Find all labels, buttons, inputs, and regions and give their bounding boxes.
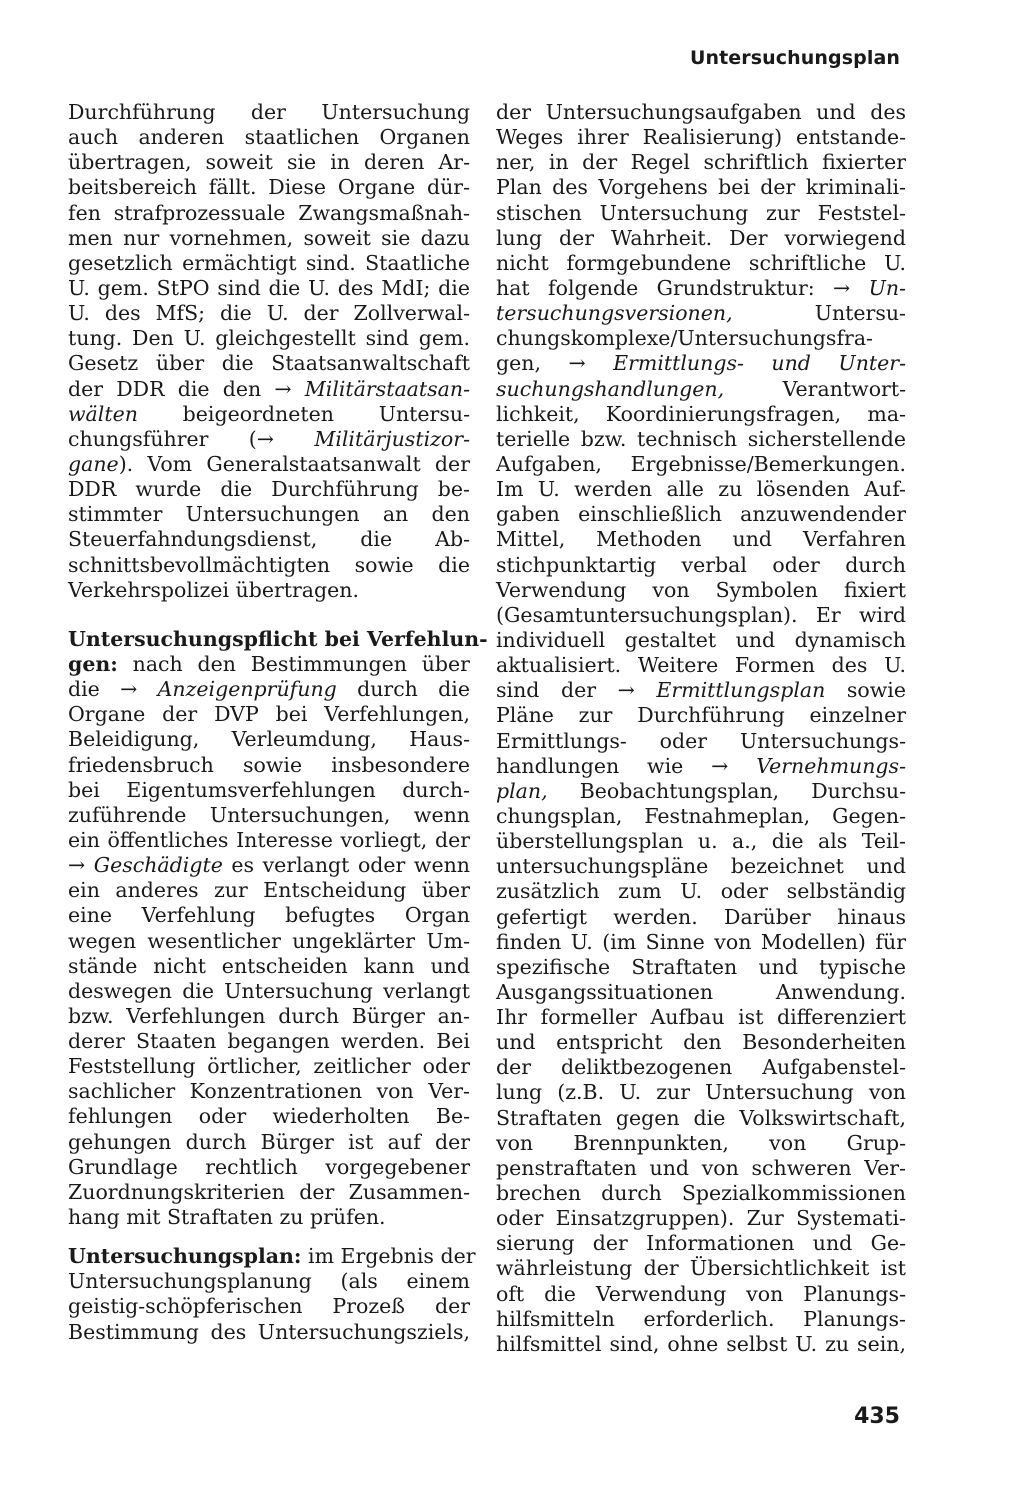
text-line: Weges ihrer Realisierung) entstande- (496, 125, 906, 150)
running-header-title: Untersuchungsplan (689, 47, 900, 69)
text-line: U. gem. StPO sind die U. des MdI; die (68, 275, 470, 300)
text-line: beitsbereich fällt. Diese Organe dür- (68, 175, 470, 200)
text-line: eine Verfehlung befugtes Organ (68, 903, 470, 928)
text-line: tersuchungsversionen, Untersu- (496, 301, 906, 326)
text-line: men nur vornehmen, soweit sie dazu (68, 225, 470, 250)
text-line: deswegen die Untersuchung verlangt (68, 978, 470, 1003)
text-line: wälten beigeordneten Untersu- (68, 401, 470, 426)
text-line: schnittsbevollmächtigten sowie die (68, 552, 470, 577)
text-line: und entspricht den Besonderheiten (496, 1030, 906, 1055)
text-line: Untersuchungsplan: im Ergebnis der (68, 1244, 476, 1269)
cross-reference[interactable]: Ermittlungsplan (656, 678, 826, 703)
text-line: friedensbruch sowie insbesondere (68, 752, 470, 777)
text-line: Im U. werden alle zu lösenden Auf- (496, 477, 906, 502)
text-line: handlungen wie → Vernehmungs- (496, 753, 906, 778)
cross-reference[interactable]: Geschädigte (93, 853, 223, 878)
text-line: (Gesamtuntersuchungsplan). Er wird (496, 602, 906, 627)
page-number: 435 (854, 1404, 900, 1429)
text-line: U. des MfS; die U. der Zollverwal- (68, 301, 470, 326)
text-line: brechen durch Spezialkommissionen (496, 1181, 906, 1206)
text-line: Beleidigung, Verleumdung, Haus- (68, 727, 470, 752)
text-line: sierung der Informationen und Ge- (496, 1231, 906, 1256)
text-line: chungsführer (→ Militärjustizor- (68, 426, 470, 451)
entry-heading: Untersuchungspflicht bei Verfehlun- (68, 626, 488, 651)
text-line: fen strafprozessuale Zwangsmaßnah- (68, 200, 470, 225)
cross-reference[interactable]: Vernehmungs- (756, 753, 906, 778)
entry-heading: Untersuchungsplan: (68, 1244, 302, 1269)
text-line: untersuchungspläne bezeichnet und (496, 854, 906, 879)
text-line: lung der Wahrheit. Der vorwiegend (496, 225, 906, 250)
cross-reference[interactable]: plan, (496, 778, 548, 803)
text-line: Durchführung der Untersuchung (68, 100, 470, 124)
text-line: Plan des Vorgehens bei der kriminali- (496, 175, 906, 200)
text-line: währleistung der Übersichtlichkeit ist (496, 1256, 906, 1281)
cross-reference[interactable]: Anzeigenprüfung (157, 677, 337, 702)
text-line: geistig-schöpferischen Prozeß der (68, 1294, 470, 1319)
text-line: Organe der DVP bei Verfehlungen, (68, 702, 470, 727)
text-line: sachlicher Konzentrationen von Ver- (68, 1079, 470, 1104)
text-line: zuführende Untersuchungen, wenn (68, 802, 470, 827)
entry-heading-end: gen: (68, 651, 118, 676)
text-line: Feststellung örtlicher, zeitlicher oder (68, 1054, 470, 1079)
text-line: penstraftaten und von schweren Ver- (496, 1155, 906, 1180)
text-line: stischen Untersuchung zur Feststel- (496, 200, 906, 225)
text-line: → Geschädigte es verlangt oder wenn (68, 853, 470, 878)
text-line: hat folgende Grundstruktur: → Un- (496, 275, 906, 300)
text-line: oft die Verwendung von Planungs- (496, 1281, 906, 1306)
text-line: fehlungen oder wiederholten Be- (68, 1104, 470, 1129)
cross-reference[interactable]: Un- (868, 275, 906, 300)
text-line: der DDR die den → Militärstaatsan- (68, 376, 470, 401)
text-line: terielle bzw. technisch sicherstellende (496, 426, 906, 451)
cross-reference[interactable]: suchungshandlungen, (496, 376, 725, 401)
text-line: stimmter Untersuchungen an den (68, 502, 470, 527)
text-line: Zuordnungskriterien der Zusammen- (68, 1179, 470, 1204)
text-line: gehungen durch Bürger ist auf der (68, 1129, 470, 1154)
text-line: tung. Den U. gleichgestellt sind gem. (68, 326, 470, 351)
text-line: derer Staaten begangen werden. Bei (68, 1029, 470, 1054)
right-column (496, 100, 906, 1357)
text-line: individuell gestaltet und dynamisch (496, 627, 906, 652)
text-line: Verwendung von Symbolen fixiert (496, 577, 906, 602)
text-line: bei Eigentumsverfehlungen durch- (68, 777, 470, 802)
cross-reference[interactable]: wälten (68, 401, 138, 426)
paragraph-gap (68, 603, 470, 627)
text-line: ein öffentliches Interesse vorliegt, der (68, 827, 470, 852)
text-line: Ihr formeller Aufbau ist differenziert (496, 1005, 906, 1030)
text-line: Mittel, Methoden und Verfahren (496, 527, 906, 552)
text-line: suchungshandlungen, Verantwort- (496, 376, 906, 401)
cross-reference[interactable]: Militärjustizor- (314, 426, 470, 451)
text-line: gen, → Ermittlungs- und Unter- (496, 351, 906, 376)
text-line: Steuerfahndungsdienst, die Ab- (68, 527, 470, 552)
cross-reference[interactable]: Militärstaatsan- (304, 376, 470, 401)
text-line: DDR wurde die Durchführung be- (68, 477, 470, 502)
text-line: stände nicht entscheiden kann und (68, 953, 470, 978)
text-line: hang mit Straftaten zu prüfen. (68, 1205, 386, 1230)
text-line: bzw. Verfehlungen durch Bürger an- (68, 1003, 470, 1028)
text-line: stichpunktartig verbal oder durch (496, 552, 906, 577)
text-line: hilfsmittel sind, ohne selbst U. zu sein, (496, 1331, 906, 1356)
text-line: plan, Beobachtungsplan, Durchsu- (496, 778, 906, 803)
text-line: sind der → Ermittlungsplan sowie (496, 678, 906, 703)
text-line: aktualisiert. Weitere Formen des U. (496, 653, 906, 678)
text-line: Straftaten gegen die Volkswirtschaft, (496, 1105, 906, 1130)
text-line: zusätzlich zum U. oder selbständig (496, 879, 906, 904)
text-line: Untersuchungsplanung (als einem (68, 1269, 470, 1294)
text-line: spezifische Straftaten und typische (496, 954, 906, 979)
text-line: gaben einschließlich anzuwendender (496, 502, 906, 527)
text-line: von Brennpunkten, von Grup- (496, 1130, 906, 1155)
text-line: der deliktbezogenen Aufgabenstel- (496, 1055, 906, 1080)
text-line: gen: nach den Bestimmungen über (68, 651, 470, 676)
text-line: gesetzlich ermächtigt sind. Staatliche (68, 250, 470, 275)
text-line: überstellungsplan u. a., die als Teil- (496, 829, 906, 854)
text-line: oder Einsatzgruppen). Zur Systemati- (496, 1206, 906, 1231)
text-line: nicht formgebundene schriftliche U. (496, 250, 906, 275)
text-line: auch anderen staatlichen Organen (68, 125, 470, 150)
text-line: chungsplan, Festnahmeplan, Gegen- (496, 803, 906, 828)
text-line: hilfsmitteln erforderlich. Planungs- (496, 1306, 906, 1331)
text-line: finden U. (im Sinne von Modellen) für (496, 929, 906, 954)
cross-reference[interactable]: tersuchungsversionen, (496, 301, 733, 326)
text-line: der Untersuchungsaufgaben und des (496, 100, 906, 124)
text-line: die → Anzeigenprüfung durch die (68, 677, 470, 702)
cross-reference[interactable]: gane (68, 451, 119, 476)
text-line: ner, in der Regel schriftlich fixierter (496, 150, 906, 175)
text-line: lichkeit, Koordinierungsfragen, ma- (496, 401, 906, 426)
cross-reference[interactable]: Ermittlungs- und Unter- (613, 351, 906, 376)
text-line: gefertigt werden. Darüber hinaus (496, 904, 906, 929)
text-line: Gesetz über die Staatsanwaltschaft (68, 351, 470, 376)
text-line: Verkehrspolizei übertragen. (68, 577, 360, 602)
text-line: ein anderes zur Entscheidung über (68, 878, 470, 903)
text-line: chungskomplexe/Untersuchungsfra- (496, 326, 873, 351)
text-line: Pläne zur Durchführung einzelner (496, 703, 906, 728)
text-line: gane). Vom Generalstaatsanwalt der (68, 451, 470, 476)
text-line: lung (z.B. U. zur Untersuchung von (496, 1080, 906, 1105)
left-column (68, 100, 488, 1345)
text-line: Ausgangssituationen Anwendung. (496, 979, 906, 1004)
text-line: Ermittlungs- oder Untersuchungs- (496, 728, 906, 753)
text-line: übertragen, soweit sie in deren Ar- (68, 150, 470, 175)
text-line: Aufgaben, Ergebnisse/Bemerkungen. (496, 451, 906, 476)
text-line: Bestimmung des Untersuchungsziels, (68, 1319, 470, 1344)
text-line: Grundlage rechtlich vorgegebener (68, 1154, 470, 1179)
paragraph-gap (68, 1230, 470, 1244)
text-line: wegen wesentlicher ungeklärter Um- (68, 928, 470, 953)
